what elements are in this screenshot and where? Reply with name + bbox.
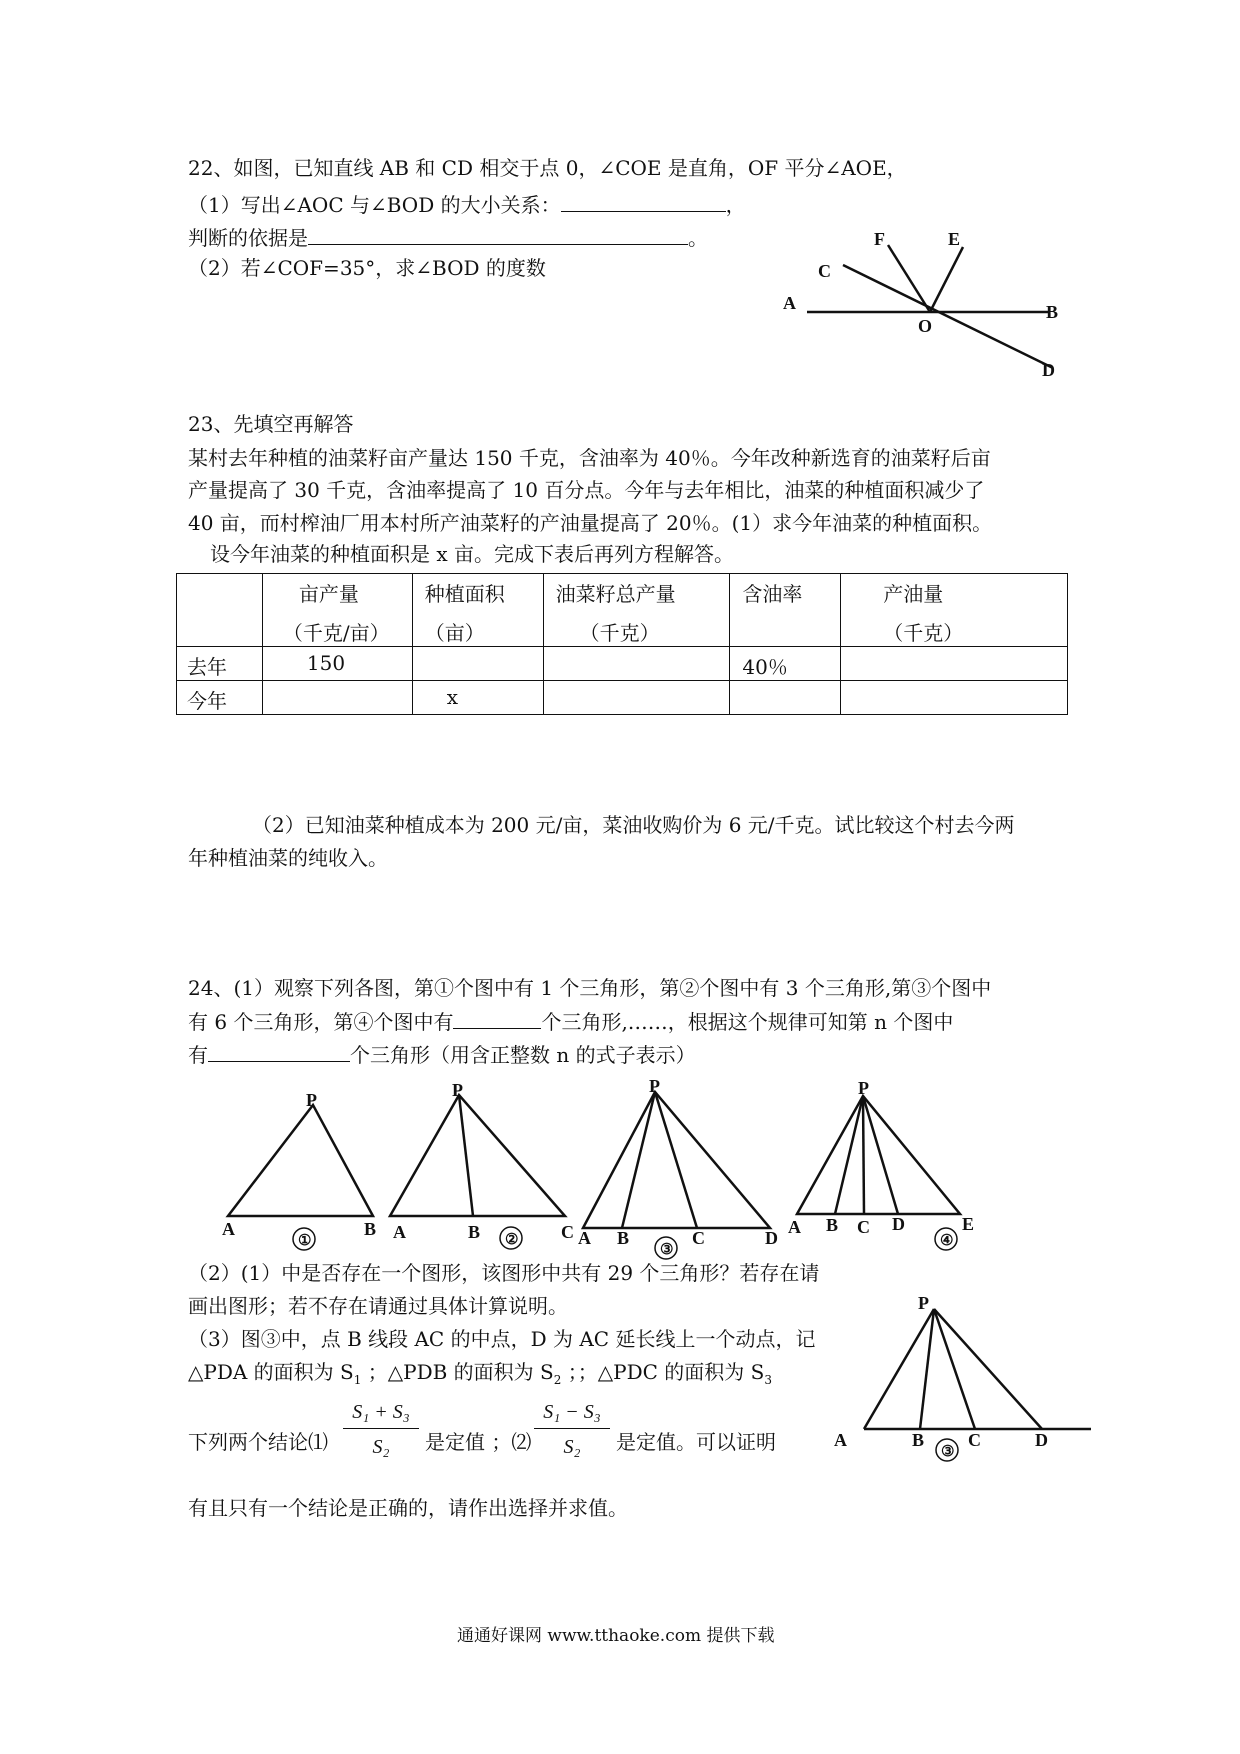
fig4-number: ④ (940, 1233, 954, 1249)
q24-line3-b: 个三角形（用含正整数 n 的式子表示） (350, 1043, 696, 1067)
q24-last-line: 有且只有一个结论是正确的，请作出选择并求值。 (188, 1496, 628, 1520)
fig3-label-b: B (617, 1228, 630, 1248)
q23-table-row (177, 647, 1068, 681)
fig4-label-e: E (962, 1214, 975, 1234)
fig5-label-d: D (1035, 1430, 1048, 1450)
fig5-label-b: B (912, 1430, 925, 1450)
q23-table (176, 573, 1068, 715)
fig4-label-p: P (858, 1078, 869, 1098)
q24-area-s2-sub: 2 (553, 1373, 562, 1387)
q23-title: 23、先填空再解答 (188, 412, 354, 436)
q22-label-e: E (948, 229, 961, 249)
q24-conclusion-prefix: 下列两个结论⑴ (188, 1430, 328, 1454)
q23-cell[interactable] (730, 681, 841, 715)
q23-header-cell (543, 574, 730, 647)
q23-cell[interactable] (841, 647, 1068, 681)
q23-cell[interactable] (412, 647, 543, 681)
q23-table-header-row (177, 574, 1068, 647)
q22-basis (188, 226, 708, 248)
q23-header-l2: （千克） (883, 621, 964, 645)
fig3-number: ③ (660, 1242, 674, 1258)
q24-conclusion-mid: 是定值 ；⑵ (425, 1430, 532, 1454)
q24-line3-a: 有 (188, 1043, 208, 1067)
q23-header-cell (412, 574, 543, 647)
fig3-label-p: P (649, 1076, 660, 1096)
q24-line2-b: 个三角形,……，根据这个规律可知第 n 个图中 (541, 1010, 954, 1034)
fig4-label-c: C (857, 1217, 870, 1237)
q24-area-s1-text: △PDA 的面积为 S (188, 1360, 354, 1384)
fig4-label-d: D (892, 1214, 905, 1234)
q22-label-f: F (874, 229, 885, 249)
q24-part2-line2: 画出图形；若不存在请通过具体计算说明。 (188, 1294, 568, 1318)
q22-basis-label: 判断的依据是 (188, 226, 308, 250)
q23-cell: 40％ (730, 647, 841, 681)
fig1-number: ① (298, 1233, 312, 1249)
q23-cell: 去年 (177, 647, 263, 681)
q24-area-s1-sub: 1 (353, 1373, 362, 1387)
fig4-label-a: A (788, 1217, 801, 1237)
q24-part3-line1: （3）图③中，点 B 线段 AC 的中点，D 为 AC 延长线上一个动点，记 (188, 1327, 816, 1351)
fig2-label-a: A (393, 1222, 406, 1242)
q23-header-l2: （亩） (424, 621, 485, 645)
fig1-label-p: P (306, 1090, 317, 1110)
fig3-label-a: A (578, 1228, 591, 1248)
fig5-label-p: P (918, 1293, 929, 1313)
q24-fraction-1-bar (343, 1428, 419, 1429)
q24-fraction-1-den: S₂ (372, 1436, 390, 1458)
fig1-label-b: B (364, 1219, 377, 1239)
fig5-label-c: C (968, 1430, 981, 1450)
q23-table-row (177, 681, 1068, 715)
q24-line2 (188, 1010, 953, 1032)
q23-line2: 产量提高了 30 千克，含油率提高了 10 百分点。今年与去年相比，油菜的种植面积减少了 (188, 478, 985, 502)
q23-cell[interactable] (543, 681, 730, 715)
q22-part2: （2）若∠COF=35°，求∠BOD 的度数 (188, 256, 546, 280)
q24-conclusion-suffix: 是定值。可以证明 (616, 1430, 776, 1454)
q23-header-l2: （千克/亩） (282, 621, 390, 645)
q24-answer-blank-2[interactable] (208, 1043, 350, 1062)
q23-line1: 某村去年种植的油菜籽亩产量达 150 千克，含油率为 40％。今年改种新选育的油菜籽后亩 (188, 446, 991, 470)
fig2-number: ② (505, 1232, 519, 1248)
fig2-label-b: B (468, 1222, 481, 1242)
q23-cell: 今年 (177, 681, 263, 715)
q24-fraction-2 (534, 1402, 610, 1457)
q23-line3: 40 亩，而村榨油厂用本村所产油菜籽的产油量提高了 20％。(1）求今年油菜的种植面积。 (188, 511, 993, 535)
q24-fraction-2-num: S₁ − S₃ (543, 1401, 601, 1423)
q23-line4: 设今年油菜的种植面积是 x 亩。完成下表后再列方程解答。 (210, 542, 734, 566)
q24-part3-line2 (188, 1362, 772, 1386)
q24-area-s2-text: ；△PDB 的面积为 S (367, 1360, 554, 1384)
q22-label-c: C (818, 261, 831, 281)
q23-cell[interactable] (841, 681, 1068, 715)
fig3-label-c: C (692, 1228, 705, 1248)
q24-fraction-1-num: S₁ + S₃ (352, 1401, 410, 1423)
q24-answer-blank-1[interactable] (453, 1010, 541, 1029)
q22-label-a: A (783, 293, 796, 313)
q24-part2-line1: （2）(1）中是否存在一个图形，该图形中共有 29 个三角形？若存在请 (188, 1261, 820, 1285)
fig1-label-a: A (222, 1219, 235, 1239)
fig2-label-c: C (561, 1222, 574, 1242)
q22-part1-suffix: ， (725, 193, 746, 217)
q22-basis-end: 。 (688, 226, 708, 250)
q22-label-d: D (1042, 360, 1055, 380)
q23-cell[interactable] (543, 647, 730, 681)
q23-header-l1: 亩产量 (298, 582, 359, 606)
q23-header-l1: 种植面积 (424, 582, 505, 606)
q23-cell: x (412, 681, 543, 715)
q22-part1-prefix: （1）写出∠AOC 与∠BOD 的大小关系： (188, 193, 561, 217)
q23-cell: 150 (262, 647, 412, 681)
fig5-label-a: A (834, 1430, 847, 1450)
q23-header-cell (730, 574, 841, 647)
q23-header-l1: 产油量 (883, 582, 944, 606)
q24-line2-a: 有 6 个三角形，第④个图中有 (188, 1010, 454, 1034)
q24-area-s3-text: ；；△PDC 的面积为 S (567, 1360, 765, 1384)
fig4-label-b: B (826, 1215, 839, 1235)
q24-fraction-2-den: S₂ (563, 1436, 581, 1458)
q22-part1 (188, 193, 746, 215)
q22-label-b: B (1046, 302, 1059, 322)
q24-area-s3-sub: 3 (764, 1373, 772, 1387)
q23-header-cell (262, 574, 412, 647)
q23-header-cell (177, 574, 263, 647)
fig3-label-d: D (765, 1228, 778, 1248)
q22-answer-blank-1[interactable] (561, 193, 726, 212)
q23-header-l1: 油菜籽总产量 (555, 582, 676, 606)
q24-fraction-1 (343, 1402, 419, 1457)
q23-cell[interactable] (262, 681, 412, 715)
q23-header-l1: 含油率 (742, 582, 803, 606)
q22-stem: 22、如图，已知直线 AB 和 CD 相交于点 0，∠COE 是直角，OF 平分∠AOE， (188, 156, 907, 180)
q22-answer-blank-2[interactable] (308, 226, 688, 245)
fig5-number: ③ (941, 1444, 955, 1460)
q23-part2-line1: （2）已知油菜种植成本为 200 元/亩，菜油收购价为 6 元/千克。试比较这个村去今两 (252, 813, 1015, 837)
q24-line3 (188, 1043, 696, 1065)
q22-label-o: O (918, 316, 933, 336)
q23-header-cell (841, 574, 1068, 647)
q24-fraction-2-bar (534, 1428, 610, 1429)
page-footer: 通通好课网 www.tthaoke.com 提供下载 (457, 1626, 775, 1646)
q23-part2-line2: 年种植油菜的纯收入。 (188, 846, 388, 870)
q23-header-l2: （千克） (579, 621, 660, 645)
q24-line1: 24、(1）观察下列各图，第①个图中有 1 个三角形，第②个图中有 3 个三角形,第③个图中 (188, 976, 992, 1000)
fig2-label-p: P (452, 1080, 463, 1100)
